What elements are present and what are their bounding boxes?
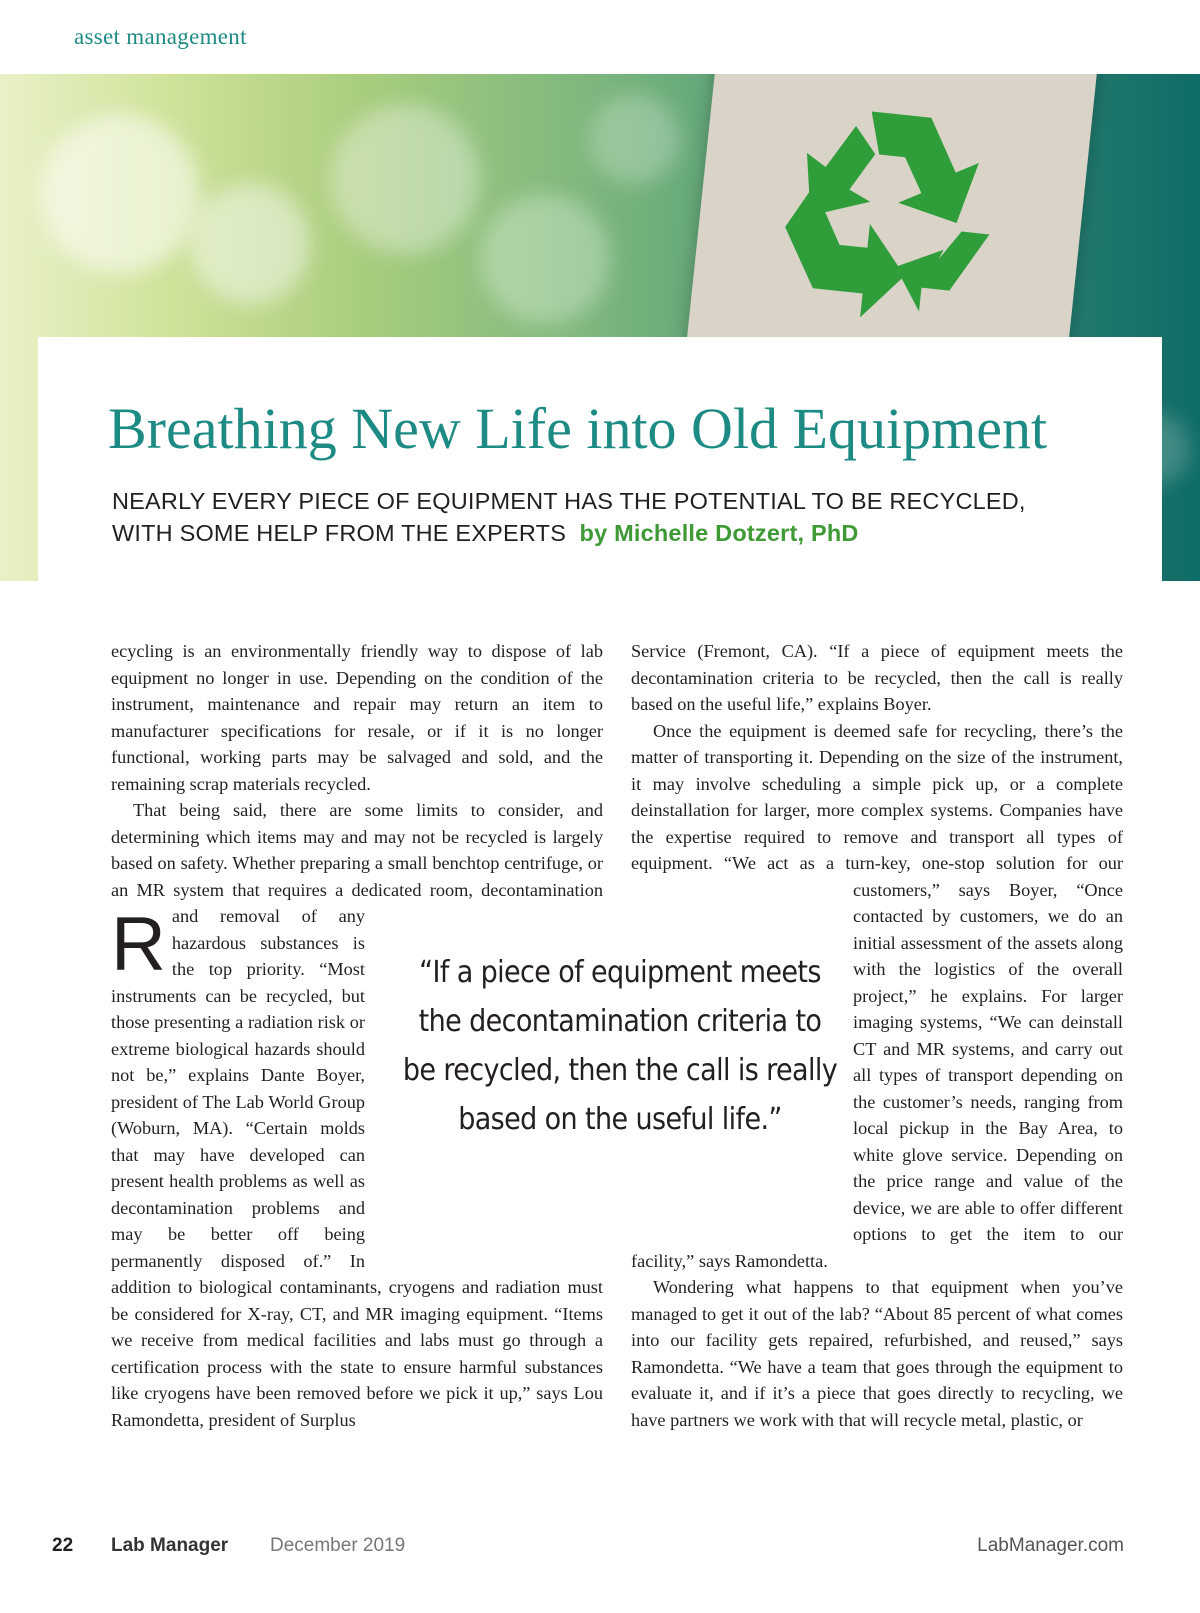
page-footer (0, 1535, 1200, 1565)
deck-line-1: NEARLY EVERY PIECE OF EQUIPMENT HAS THE POTENTIAL TO BE RECYCLED, (112, 488, 1026, 514)
page-number: 22 (52, 1535, 74, 1556)
paragraph-2: That being said, there are some limits to consider, and determining which items may and may not be recycled is largely based on safety. Whether preparing a small benchtop centrifuge, or an MR system that requires a dedicated room, decontamination and removal of any hazardous substances is the top priority. “Most instruments can be recycled, but those presenting a radiation risk or extreme biological hazards should not be,” explains Dante Boyer, president of The Lab World Group (Woburn, MA). “Certain molds that may have developed can present health problems as well as decontamination problems and may be better off being permanently disposed of.” In addition to biological contaminants, cryogens and radiation must be considered for X-ray, CT, and MR imaging equipment. “Items we receive from medical facilities and labs must go through a certification process with the state to ensure harmful substances like cryogens have been removed before we pick it up,” says Lou Ramondetta, president of Surplus (111, 800, 603, 1430)
magazine-name: Lab Manager (111, 1535, 229, 1556)
pull-quote: “If a piece of equipment meets the decontamination criteria to be recycled, then the call is really based on the useful life.” (402, 955, 838, 1137)
title-panel (38, 337, 1162, 581)
issue-date: December 2019 (270, 1535, 406, 1556)
paragraph-3: Service (Fremont, CA). “If a piece of equipment meets the decontamination criteria to be recycled, then the call is really based on the useful life,” explains Boyer. (631, 641, 1123, 714)
article-deck (112, 485, 1152, 549)
paragraph-4: Once the equipment is deemed safe for recycling, there’s the matter of transporting it. Depending on the size of the instrument, it may involve scheduling a simple pick up, or a complete deinstallation for larger, more complex systems. Companies have the expertise required to remove and transport all types of equipment. “We act as a turn-key, one-stop solution for our customers,” says Boyer, “Once contacted by customers, we do an initial assessment of the assets along with the logistics of the overall project,” he explains. For larger imaging systems, “We can deinstall CT and MR systems, and carry out all types of transport depending on the customer’s needs, ranging from local pickup in the Bay Area, to white glove service. Depending on the price range and value of the device, we are able to offer different options to get the item to our facility,” says Ramondetta. (631, 720, 1123, 1271)
article-title: Breathing New Life into Old Equipment (108, 396, 1048, 461)
drop-cap: R (111, 902, 166, 987)
recycle-icon (737, 74, 1045, 368)
byline: by Michelle Dotzert, PhD (579, 520, 859, 546)
deck-line-2: WITH SOME HELP FROM THE EXPERTS (112, 520, 567, 546)
paragraph-1: ecycling is an environmentally friendly way to dispose of lab equipment no longer in use. Depending on the condition of the instrument, maintenance and repair may return an item to manufacturer specifications for resale, or if it is no longer functional, working parts may be salvaged and sold, and the remaining scrap materials recycled. (111, 641, 603, 794)
website-link[interactable]: LabManager.com (977, 1535, 1124, 1556)
paragraph-5: Wondering what happens to that equipment when you’ve managed to get it out of the lab? “About 85 percent of what comes into our facility gets repaired, refurbished, and reused,” says Ramondetta. “We have a team that goes through the equipment to evaluate it, and if it’s a piece that goes directly to recycling, we have partners we work with that will recycle metal, plastic, or (631, 1277, 1123, 1430)
section-label: asset management (74, 24, 247, 49)
